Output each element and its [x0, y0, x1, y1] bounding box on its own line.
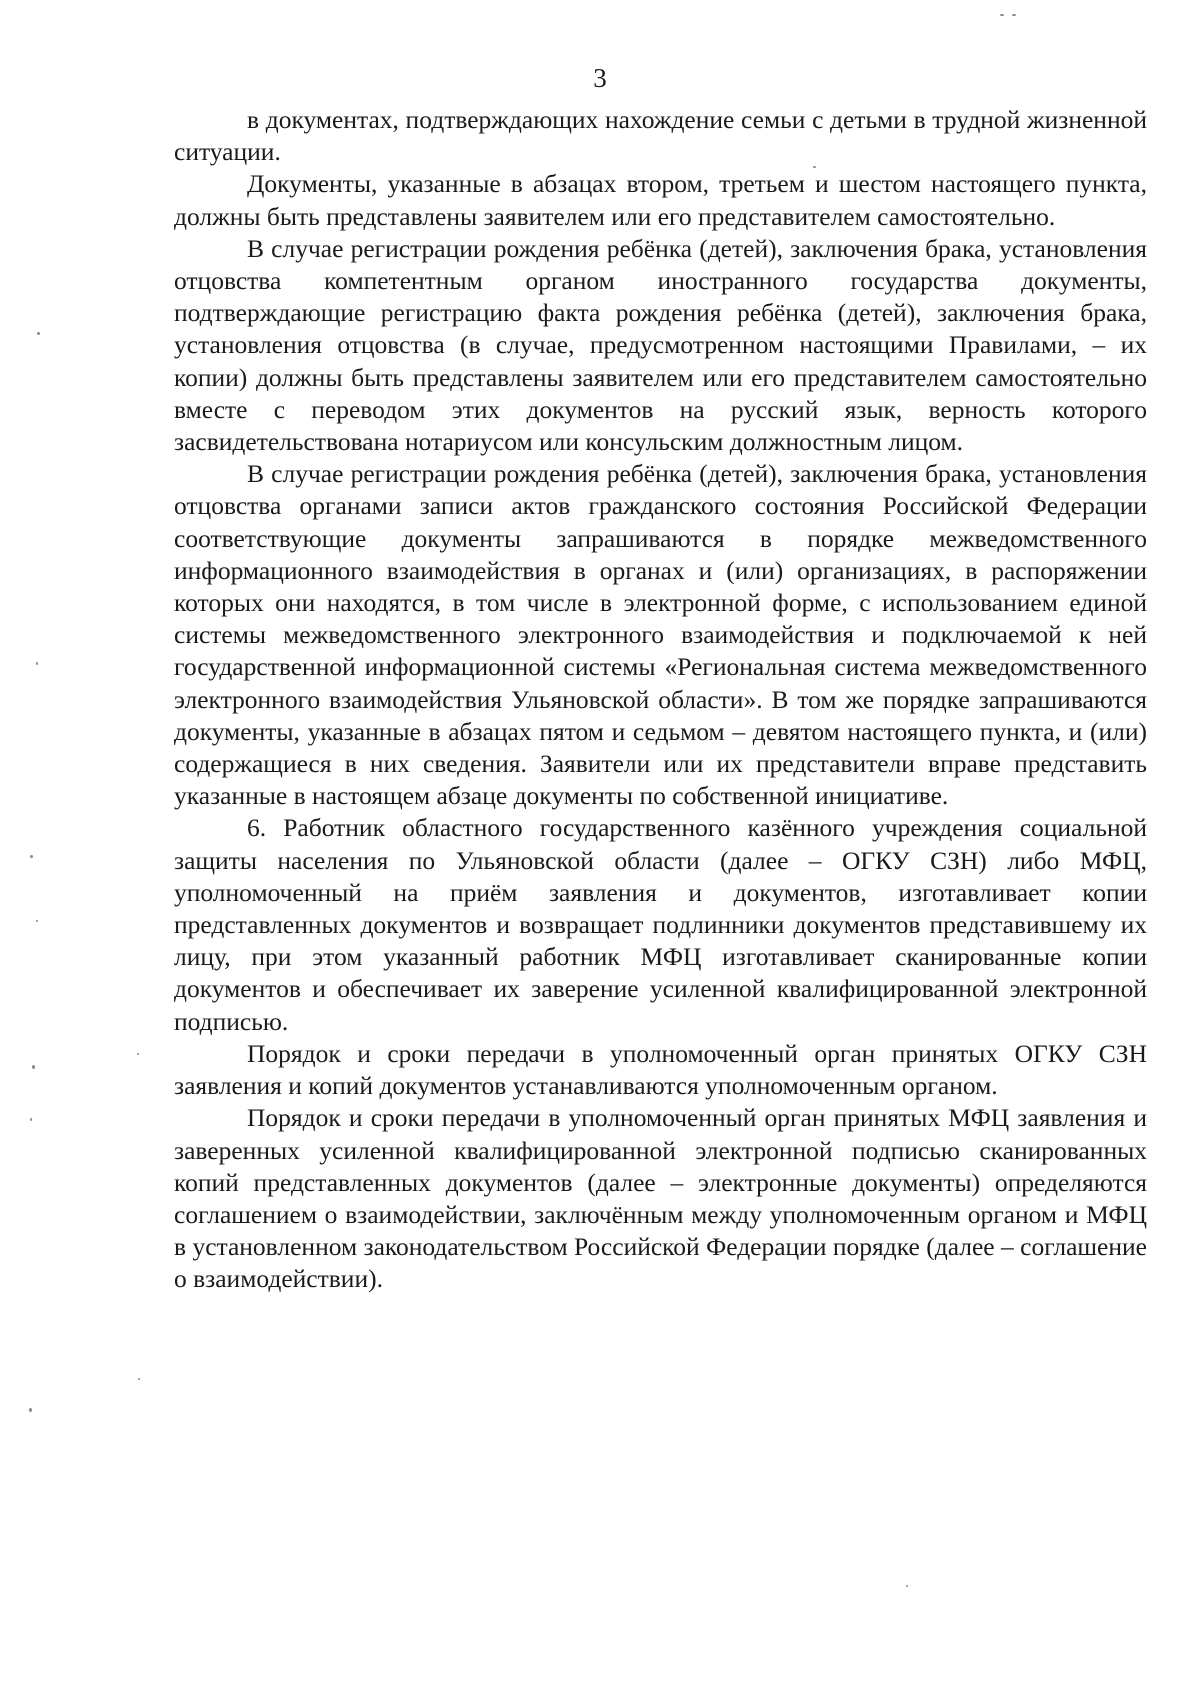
scan-speck: [137, 1053, 139, 1055]
scan-speck: [32, 1065, 35, 1069]
paragraph-foreign-registration: В случае регистрации рождения ребёнка (детей), заключения брака, установления отцовства компетентным органом иностранного государства документы, подтверждающие регистрацию факта рождения ребёнка (детей), заключения брака, установления отцовства (в случае, предусмотренном настоящими Правилами, – их копии) должны быть представлены заявителем или его представителем самостоятельно вместе с переводом этих документов на русский язык, верность которого засвидетельствована нотариусом или консульским должностным лицом.: [174, 233, 1147, 457]
scan-speck: [1000, 14, 1004, 16]
scan-speck: [906, 1585, 908, 1587]
scan-speck: [1012, 14, 1016, 16]
scan-speck: [30, 1118, 32, 1121]
scan-speck: [36, 662, 38, 665]
paragraph-documents-submission: Документы, указанные в абзацах втором, третьем и шестом настоящего пункта, должны быть представлены заявителем или его представителем самостоятельно.: [174, 169, 1147, 231]
scan-speck: [29, 1408, 32, 1412]
paragraph-mfc-transfer: Порядок и сроки передачи в уполномоченный орган принятых МФЦ заявления и заверенных усиленной квалифицированной электронной подписью сканированных копий представленных документов (далее – электронные документы) определяются соглашением о взаимодействии, заключённым между уполномоченным органом и МФЦ в установленном законодательством Российской Федерации порядке (далее – соглашение о взаимодействии).: [174, 1103, 1147, 1294]
document-body: [174, 104, 1147, 1296]
scan-speck: [138, 1378, 140, 1380]
scan-speck: [37, 332, 40, 335]
scan-speck: [36, 920, 38, 922]
paragraph-ogku-transfer: Порядок и сроки передачи в уполномоченный орган принятых ОГКУ СЗН заявления и копий документов устанавливаются уполномоченным органом.: [174, 1038, 1147, 1101]
scan-speck: [813, 166, 816, 168]
paragraph-clause-6: 6. Работник областного государственного казённого учреждения социальной защиты населения по Ульяновской области (далее – ОГКУ СЗН) либо МФЦ, уполномоченный на приём заявления и документов, изготавливает копии представленных документов и возвращает подлинники документов представившему их лицу, при этом указанный работник МФЦ изготавливает сканированные копии документов и обеспечивает их заверение усиленной квалифицированной электронной подписью.: [174, 813, 1147, 1036]
scan-speck: [30, 855, 33, 858]
page-number: 3: [593, 63, 607, 93]
paragraph-continuation: в документах, подтверждающих нахождение семьи с детьми в трудной жизненной ситуации.: [174, 105, 1147, 167]
paragraph-domestic-registration: В случае регистрации рождения ребёнка (детей), заключения брака, установления отцовства органами записи актов гражданского состояния Российской Федерации соответствующие документы запрашиваются в порядке межведомственного информационного взаимодействия в органах и (или) организациях, в распоряжении которых они находятся, в том числе в электронной форме, с использованием единой системы межведомственного электронного взаимодействия и подключаемой к ней государственной информационной системы «Региональная система межведомственного электронного взаимодействия Ульяновской области». В том же порядке запрашиваются документы, указанные в абзацах пятом и седьмом – девятом настоящего пункта, и (или) содержащиеся в них сведения. Заявители или их представители вправе представить указанные в настоящем абзаце документы по собственной инициативе.: [174, 459, 1147, 811]
